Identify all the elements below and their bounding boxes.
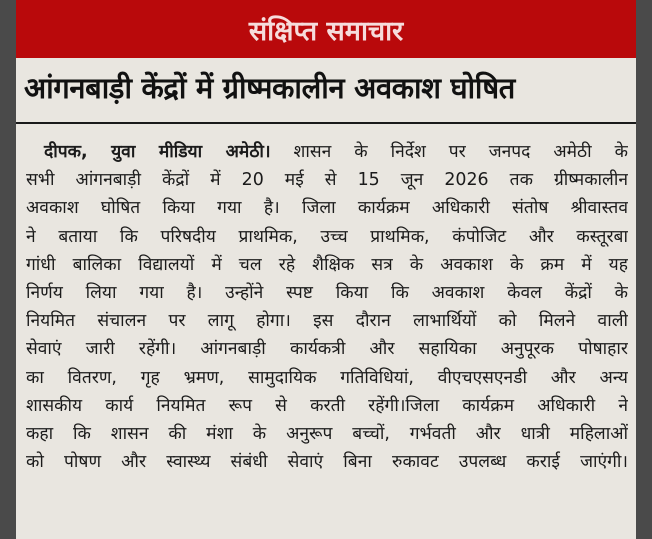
news-clipping [16, 0, 636, 539]
article-line: ने बताया कि परिषदीय प्राथमिक, उच्च प्राथमिक, कंपोजिट और कस्तूरबा [26, 226, 628, 247]
article-line: नियमित संचालन पर लागू होगा। इस दौरान लाभार्थियों को मिलने वाली [26, 311, 628, 332]
article-line-text: शासन के निर्देश पर जनपद अमेठी के [270, 142, 628, 162]
article-body [26, 138, 628, 476]
headline: आंगनबाड़ी केंद्रों में ग्रीष्मकालीन अवकाश घोषित [24, 71, 516, 105]
byline: दीपक, युवा मीडिया अमेठी। [44, 142, 271, 162]
section-banner [16, 0, 636, 58]
article-line [26, 138, 628, 166]
headline-area [16, 58, 636, 124]
article-line: सभी आंगनबाड़ी केंद्रों में 20 मई से 15 जून 2026 तक ग्रीष्मकालीन [26, 170, 628, 191]
article-line: का वितरण, गृह भ्रमण, सामुदायिक गतिविधियां, वीएचएसएनडी और अन्य [26, 367, 628, 388]
article-line: अवकाश घोषित किया गया है। जिला कार्यक्रम अधिकारी संतोष श्रीवास्तव [26, 198, 628, 219]
article-line: कहा कि शासन की मंशा के अनुरूप बच्चों, गर्भवती और धात्री महिलाओं [26, 424, 628, 445]
article-line: सेवाएं जारी रहेंगी। आंगनबाड़ी कार्यकत्री और सहायिका अनुपूरक पोषाहार [26, 339, 628, 360]
article-line: गांधी बालिका विद्यालयों में चल रहे शैक्षिक सत्र के अवकाश के क्रम में यह [26, 254, 628, 275]
article-line: को पोषण और स्वास्थ्य संबंधी सेवाएं बिना रुकावट उपलब्ध कराई जाएंगी। [26, 452, 628, 473]
section-title: संक्षिप्त समाचार [248, 15, 404, 47]
article-line: निर्णय लिया गया है। उन्होंने स्पष्ट किया कि अवकाश केवल केंद्रों के [26, 283, 628, 304]
article-line: शासकीय कार्य नियमित रूप से करती रहेंगी।जिला कार्यक्रम अधिकारी ने [26, 395, 628, 416]
